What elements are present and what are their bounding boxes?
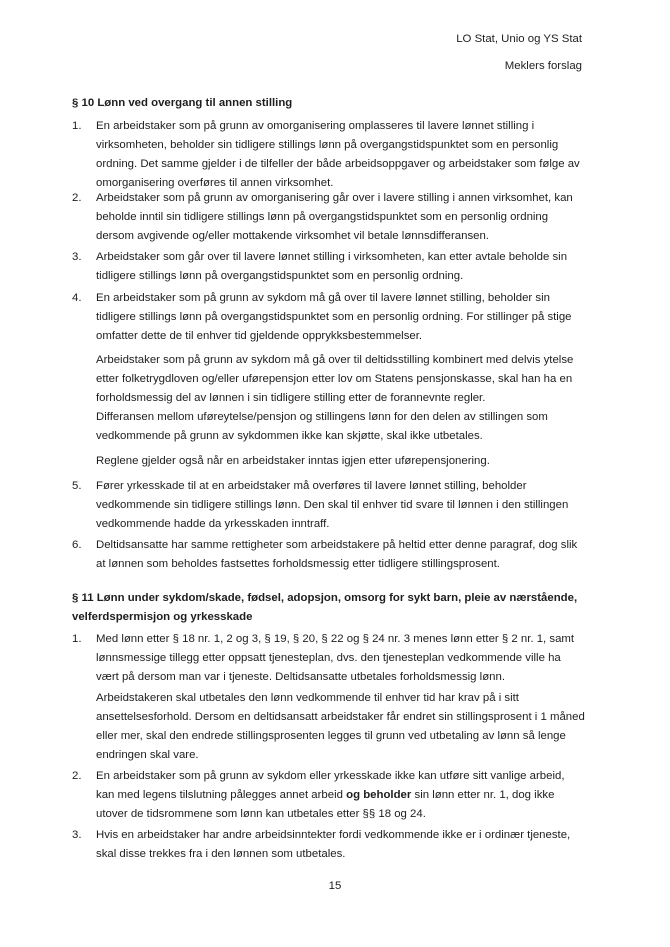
section-10-item-6 [72, 536, 586, 574]
item-number: 3. [72, 251, 82, 263]
section-10-item-4-paragraph-1: Arbeidstaker som på grunn av sykdom må gå over til deltidsstilling kombinert med delvis ytelse etter folketrygdloven og/eller uførepensjon etter lov om Statens pensjonskasse, skal han ha en forholdsmessig del av lønnen i sin tidligere stilling etter de forannevnte regler. [96, 354, 574, 404]
item-text: Fører yrkesskade til at en arbeidstaker må overføres til lavere lønnet stilling, beholder vedkommende sin tidligere stillings lønn. Den skal til enhver tid svare til lønnen i den stillingen vedkommende hadde da yrkesskaden inntraff. [96, 480, 569, 530]
item-text: Deltidsansatte har samme rettigheter som arbeidstakere på heltid etter denne paragraf, dog slik at lønnen som beholdes fastsettes forholdsmessig etter tidligere stillingsprosent. [96, 539, 578, 570]
item-text: Med lønn etter § 18 nr. 1, 2 og 3, § 19, § 20, § 22 og § 24 nr. 3 menes lønn etter § 2 nr. 1, samt lønnsmessige tillegg etter oppsatt tjenesteplan, dvs. den tjenesteplan vedkommende ville ha vært på dersom man var i tjeneste. Deltidsansatte utbetales forholdsmessig lønn. [96, 633, 575, 683]
header-parties: LO Stat, Unio og YS Stat [456, 33, 582, 45]
section-10-item-1 [72, 117, 586, 193]
section-10-item-4-paragraph-2: Differansen mellom uføreytelse/pensjon og stillingens lønn for den delen av stillingen som vedkommende på grunn av sykdommen ikke kan skjøtte, skal ikke utbetales. [96, 411, 548, 442]
item-text: Arbeidstaker som går over til lavere lønnet stilling i virksomheten, kan etter avtale beholde sin tidligere stillings lønn på overgangstidspunktet som en personlig ordning. [96, 251, 568, 282]
item-text: Hvis en arbeidstaker har andre arbeidsinntekter fordi vedkommende ikke er i ordinær tjeneste, skal disse trekkes fra i den lønnen som utbetales. [96, 829, 571, 860]
item-number: 2. [72, 192, 82, 204]
page-number: 15 [328, 880, 342, 892]
item-number: 2. [72, 770, 82, 782]
section-10-item-4-paragraph-3: Reglene gjelder også når en arbeidstaker inntas igjen etter uførepensjonering. [96, 455, 490, 467]
item-number: 1. [72, 633, 82, 645]
item-text-part-1: En arbeidstaker som på grunn av sykdom eller yrkesskade ikke kan utføre sitt vanlige arbeid, kan med legens tilslutning pålegges annet arbeid [96, 770, 565, 801]
item-number: 4. [72, 292, 82, 304]
item-number: 6. [72, 539, 82, 551]
section-10-item-2 [72, 189, 586, 246]
item-text: En arbeidstaker som på grunn av omorganisering omplasseres til lavere lønnet stilling i virksomheten, beholder sin tidligere stillings lønn på overgangstidspunktet som en personlig ordning. Det samme gjelder i de tilfeller der både arbeidsoppgaver og arbeidstaker som følge av omorganisering overføres til annen virksomhet. [96, 120, 580, 189]
section-10-item-3 [72, 248, 586, 286]
section-10-item-4 [72, 289, 586, 346]
item-text [96, 767, 586, 824]
item-number: 5. [72, 480, 82, 492]
section-11-item-1-paragraph-1: Arbeidstakeren skal utbetales den lønn vedkommende til enhver tid har krav på i sitt ansettelsesforhold. Dersom en deltidsansatt arbeidstaker får endret sin stillingsprosent i 1 måned eller mer, skal den endrede stillingsprosenten legges til grunn ved utbetaling av lønn så lenge endringen skal vare. [96, 692, 585, 761]
item-number: 1. [72, 120, 82, 132]
section-11-item-1 [72, 630, 586, 687]
section-10-title: § 10 Lønn ved overgang til annen stilling [72, 97, 293, 109]
item-text: En arbeidstaker som på grunn av sykdom må gå over til lavere lønnet stilling, beholder sin tidligere stillings lønn på overgangstidspunktet som en personlig ordning. For stillinger på stige omfatter dette de til enhver tid gjeldende opprykksbestemmelser. [96, 292, 572, 342]
item-number: 3. [72, 829, 82, 841]
item-text-bold: og beholder [346, 789, 412, 801]
header-proposal: Meklers forslag [504, 60, 582, 72]
section-11-item-3 [72, 826, 586, 864]
section-11-item-2 [72, 767, 586, 824]
section-10-item-5 [72, 477, 586, 534]
item-text: Arbeidstaker som på grunn av omorganisering går over i lavere stilling i annen virksomhet, kan beholde inntil sin tidligere stillings lønn på overgangstidspunktet som en personlig ordning dersom avgivende og/eller mottakende virksomhet vil betale lønnsdifferansen. [96, 192, 573, 242]
item-text-part-2: sin lønn etter nr. 1, dog ikke utover de tidsrommene som lønn kan utbetales etter §§ 18 og 24. [96, 789, 555, 820]
section-11-title: § 11 Lønn under sykdom/skade, fødsel, adopsjon, omsorg for sykt barn, pleie av nærstående, velferdspermisjon og yrkesskade [72, 592, 578, 623]
